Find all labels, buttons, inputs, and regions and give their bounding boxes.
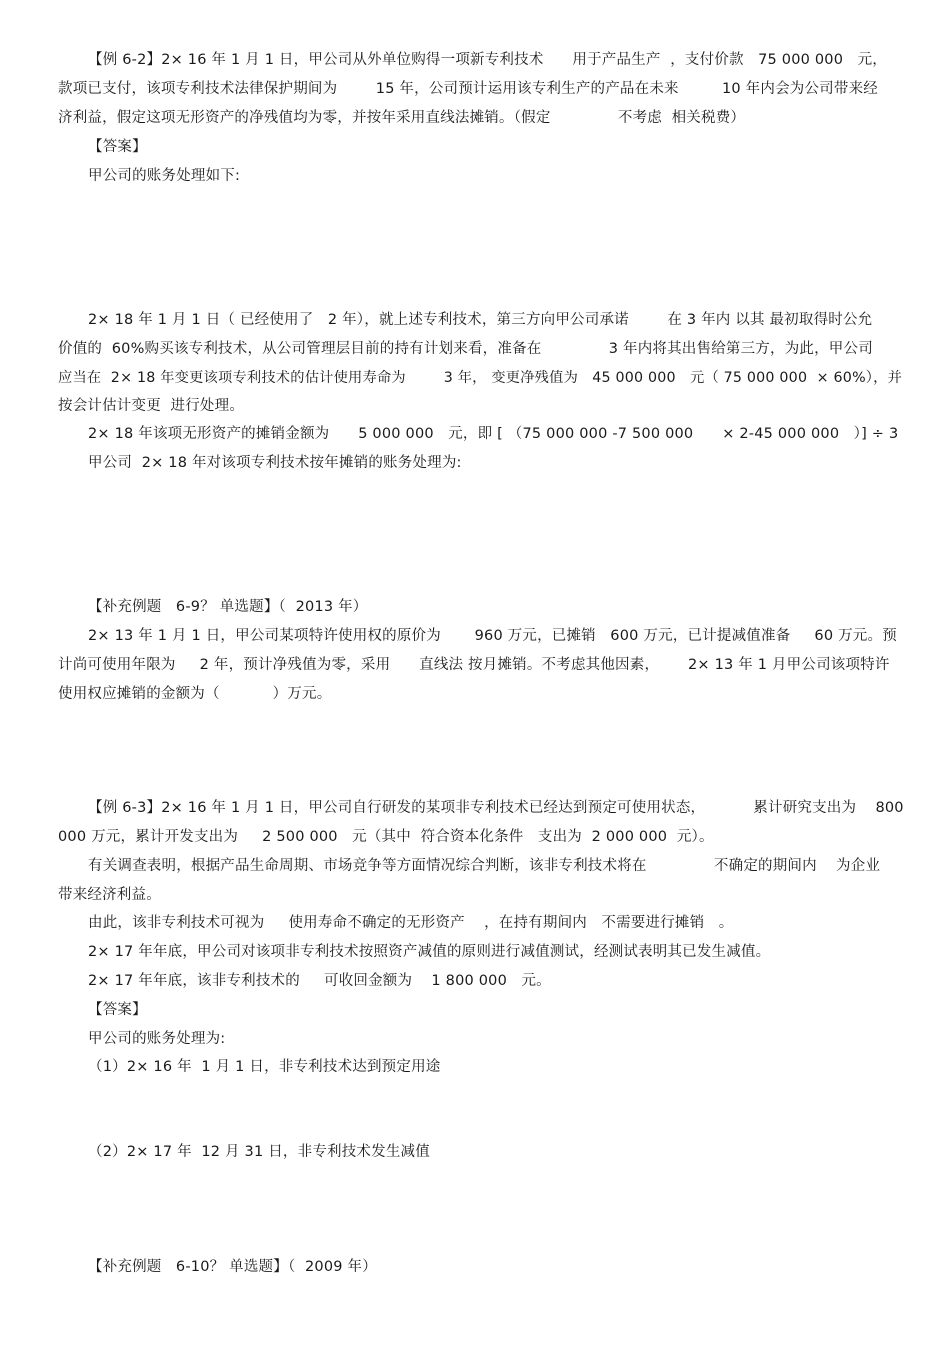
example-6-3-line-4: 带来经济利益。 bbox=[58, 887, 161, 903]
change-line-2: 价值的 60%购买该专利技术，从公司管理层目前的持有计划来看，准备在 3 年内将其出售给第三方，为此，甲公司 bbox=[58, 341, 873, 357]
accounting-intro: 甲公司的账务处理如下: bbox=[88, 168, 241, 184]
answer-label: 【答案】 bbox=[88, 139, 147, 155]
example-6-3-line-1: 【例 6-3】2× 16 年 1 月 1 日，甲公司自行研发的某项非专利技术已经达到预定可使用状态， 累计研究支出为 800 bbox=[88, 800, 904, 816]
example-6-3-line-3: 有关调查表明，根据产品生命周期、市场竞争等方面情况综合判断，该非专利技术将在 不确定的期间内 为企业 bbox=[88, 858, 881, 874]
example-6-2-line-3: 济利益，假定这项无形资产的净残值均为零，并按年采用直线法摊销。（假定 不考虑 相关税费） bbox=[58, 110, 746, 126]
example-6-3-line-7: 2× 17 年年底，该非专利技术的 可收回金额为 1 800 000 元。 bbox=[88, 973, 551, 989]
example-6-3-accounting-intro: 甲公司的账务处理为: bbox=[88, 1031, 226, 1047]
example-6-3-line-5: 由此，该非专利技术可视为 使用寿命不确定的无形资产 ，在持有期间内 不需要进行摊销 。 bbox=[88, 915, 734, 931]
supplement-6-9-line-3: 使用权应摊销的金额为（ ）万元。 bbox=[58, 686, 332, 702]
example-6-3-step-1: （1）2× 16 年 1 月 1 日，非专利技术达到预定用途 bbox=[88, 1059, 441, 1075]
example-6-3-step-2: （2）2× 17 年 12 月 31 日，非专利技术发生减值 bbox=[88, 1144, 430, 1160]
example-6-3-answer-label: 【答案】 bbox=[88, 1002, 147, 1018]
example-6-2-line-1: 【例 6-2】2× 16 年 1 月 1 日，甲公司从外单位购得一项新专利技术 用于产品生产 ，支付价款 75 000 000 元， bbox=[88, 52, 887, 68]
change-line-1: 2× 18 年 1 月 1 日（ 已经使用了 2 年），就上述专利技术，第三方向甲公司承诺 在 3 年内 以其 最初取得时公允 bbox=[88, 312, 873, 328]
supplement-6-9-title: 【补充例题 6-9？ 单选题】（ 2013 年） bbox=[88, 599, 368, 615]
example-6-3-line-2: 000 万元，累计开发支出为 2 500 000 元（其中 符合资本化条件 支出为 2 000 000 元）。 bbox=[58, 829, 714, 845]
supplement-6-10-title: 【补充例题 6-10？ 单选题】（ 2009 年） bbox=[88, 1259, 377, 1275]
supplement-6-9-line-2: 计尚可使用年限为 2 年，预计净残值为零，采用 直线法 按月摊销。不考虑其他因素， 2× 13 年 1 月甲公司该项特许 bbox=[58, 657, 890, 673]
example-6-3-line-6: 2× 17 年年底，甲公司对该项非专利技术按照资产减值的原则进行减值测试，经测试表明其已发生减值。 bbox=[88, 944, 771, 960]
supplement-6-9-line-1: 2× 13 年 1 月 1 日，甲公司某项特许使用权的原价为 960 万元，已摊销 600 万元，已计提减值准备 60 万元。预 bbox=[88, 628, 897, 644]
entry-intro: 甲公司 2× 18 年对该项专利技术按年摊销的账务处理为: bbox=[88, 455, 462, 471]
change-line-4: 按会计估计变更 进行处理。 bbox=[58, 398, 245, 414]
example-6-2-line-2: 款项已支付，该项专利技术法律保护期间为 15 年，公司预计运用该专利生产的产品在未来 10 年内会为公司带来经 bbox=[58, 81, 878, 97]
amortization-line: 2× 18 年该项无形资产的摊销金额为 5 000 000 元，即 [ （75 000 000 -7 500 000 × 2-45 000 000 ）] ÷ 3 bbox=[88, 426, 899, 442]
change-line-3: 应当在 2× 18 年变更该项专利技术的估计使用寿命为 3 年， 变更净残值为 45 000 000 元（ 75 000 000 × 60%），并 bbox=[58, 370, 903, 386]
